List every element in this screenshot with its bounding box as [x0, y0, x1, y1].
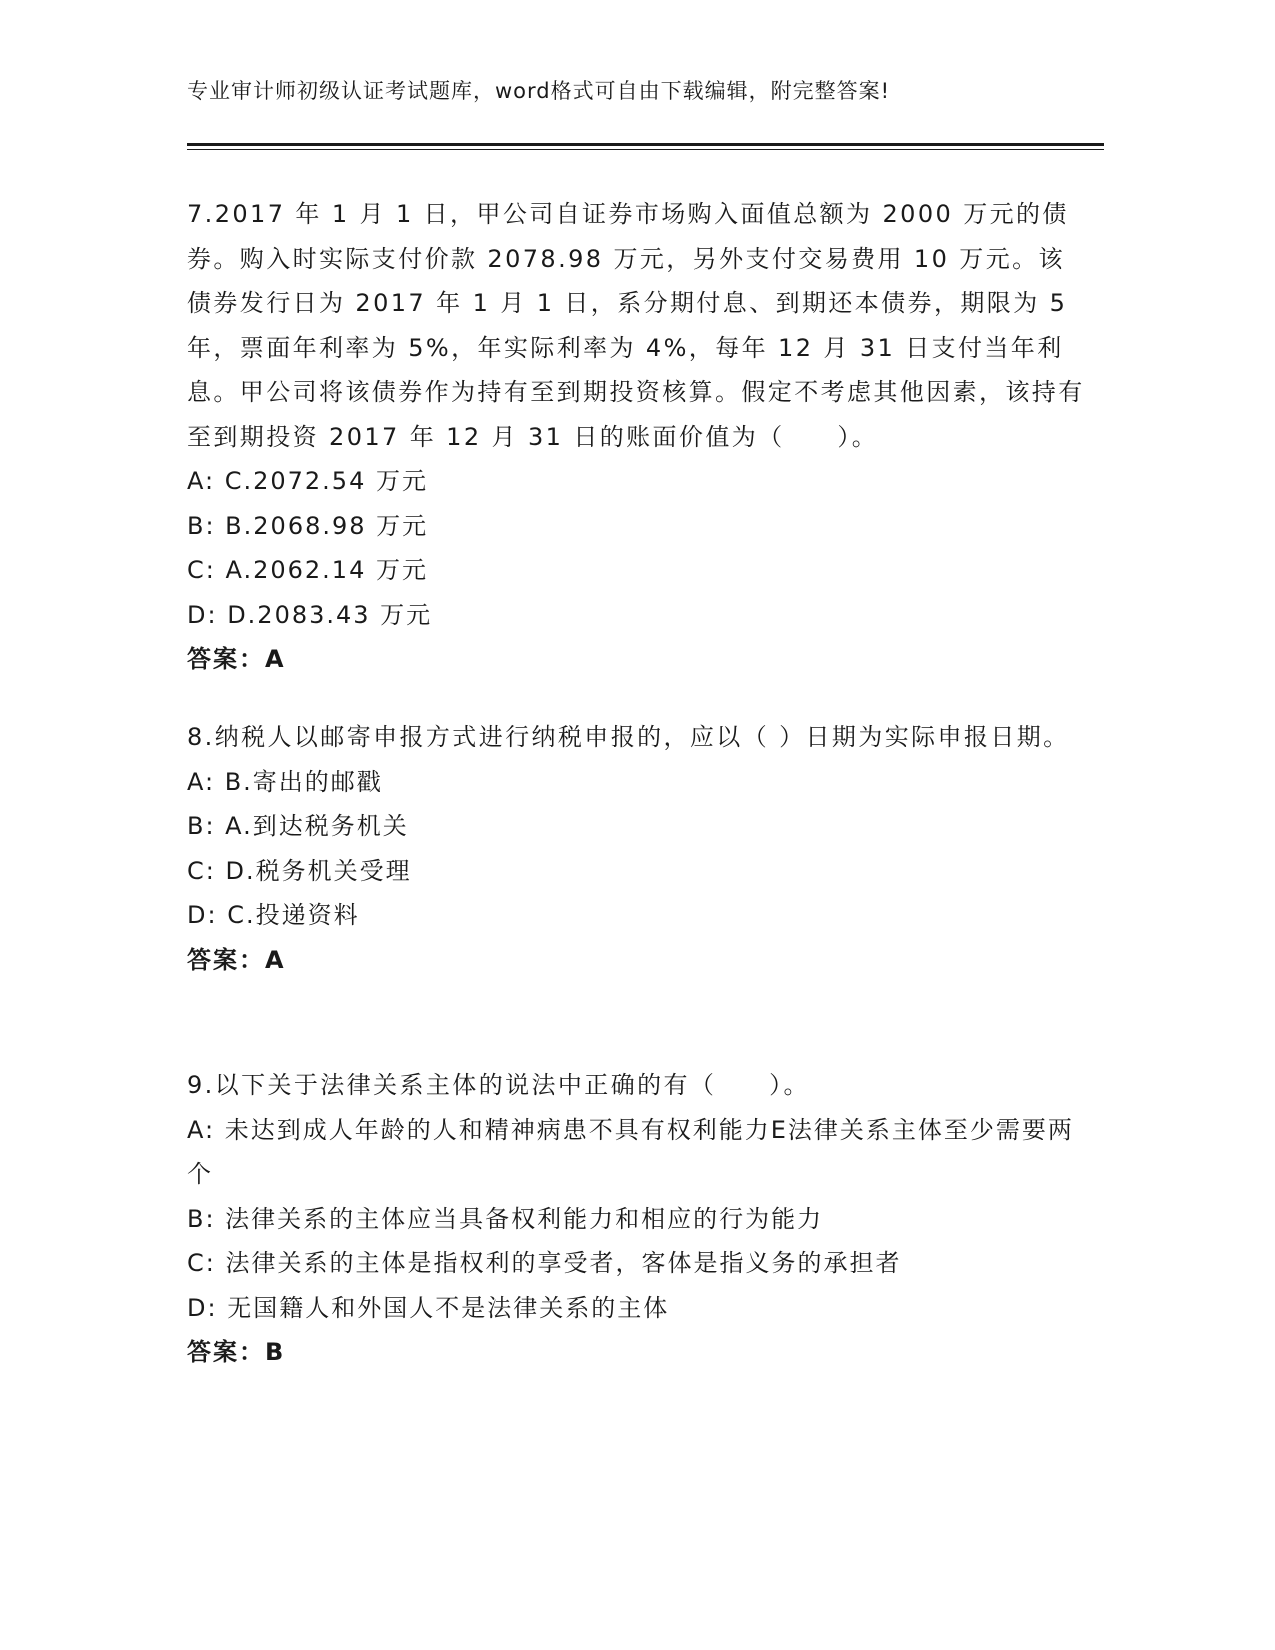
answer-label: 答案：A — [187, 645, 286, 673]
question-9 — [187, 1063, 1087, 1375]
option-a: A: B.寄出的邮戳 — [187, 767, 383, 796]
option-c: C: D.税务机关受理 — [187, 856, 412, 885]
question-stem: 7.2017 年 1 月 1 日，甲公司自证券市场购入面值总额为 2000 万元的债券。购入时实际支付价款 2078.98 万元，另外支付交易费用 10 万元。该债券发行日为 2017 年 1 月 1 日，系分期付息、到期还本债券，期限为 5 年，票面年利率为 5%，年实际利率为 4%，每年 12 月 31 日支付当年利息。甲公司将该债券作为持有至到期投资核算。假定不考虑其他因素，该持有至到期投资 2017 年 12 月 31 日的账面价值为（ ）。 — [187, 200, 1085, 451]
question-8 — [187, 715, 1087, 982]
option-d: D: C.投递资料 — [187, 901, 360, 929]
option-b: B: A.到达税务机关 — [187, 812, 409, 840]
question-stem: 9.以下关于法律关系主体的说法中正确的有（ ）。 — [187, 1071, 810, 1099]
question-stem: 8.纳税人以邮寄申报方式进行纳税申报的，应以（ ）日期为实际申报日期。 — [187, 723, 1070, 751]
option-a: A: C.2072.54 万元 — [187, 467, 428, 495]
option-b: B: B.2068.98 万元 — [187, 511, 429, 540]
option-c: C: 法律关系的主体是指权利的享受者，客体是指义务的承担者 — [187, 1249, 902, 1277]
header-divider-thick — [187, 143, 1104, 146]
answer-label: 答案：B — [187, 1338, 286, 1366]
answer-label: 答案：A — [187, 945, 286, 974]
question-7 — [187, 192, 1087, 682]
option-a: A: 未达到成人年龄的人和精神病患不具有权利能力E法律关系主体至少需要两个 — [187, 1115, 1074, 1188]
option-b: B: 法律关系的主体应当具备权利能力和相应的行为能力 — [187, 1204, 824, 1233]
option-d: D: D.2083.43 万元 — [187, 600, 433, 629]
option-d: D: 无国籍人和外国人不是法律关系的主体 — [187, 1293, 670, 1322]
page-header-title: 专业审计师初级认证考试题库，word格式可自由下载编辑，附完整答案! — [187, 79, 891, 103]
option-c: C: A.2062.14 万元 — [187, 556, 428, 584]
header-divider-thin — [187, 149, 1104, 150]
